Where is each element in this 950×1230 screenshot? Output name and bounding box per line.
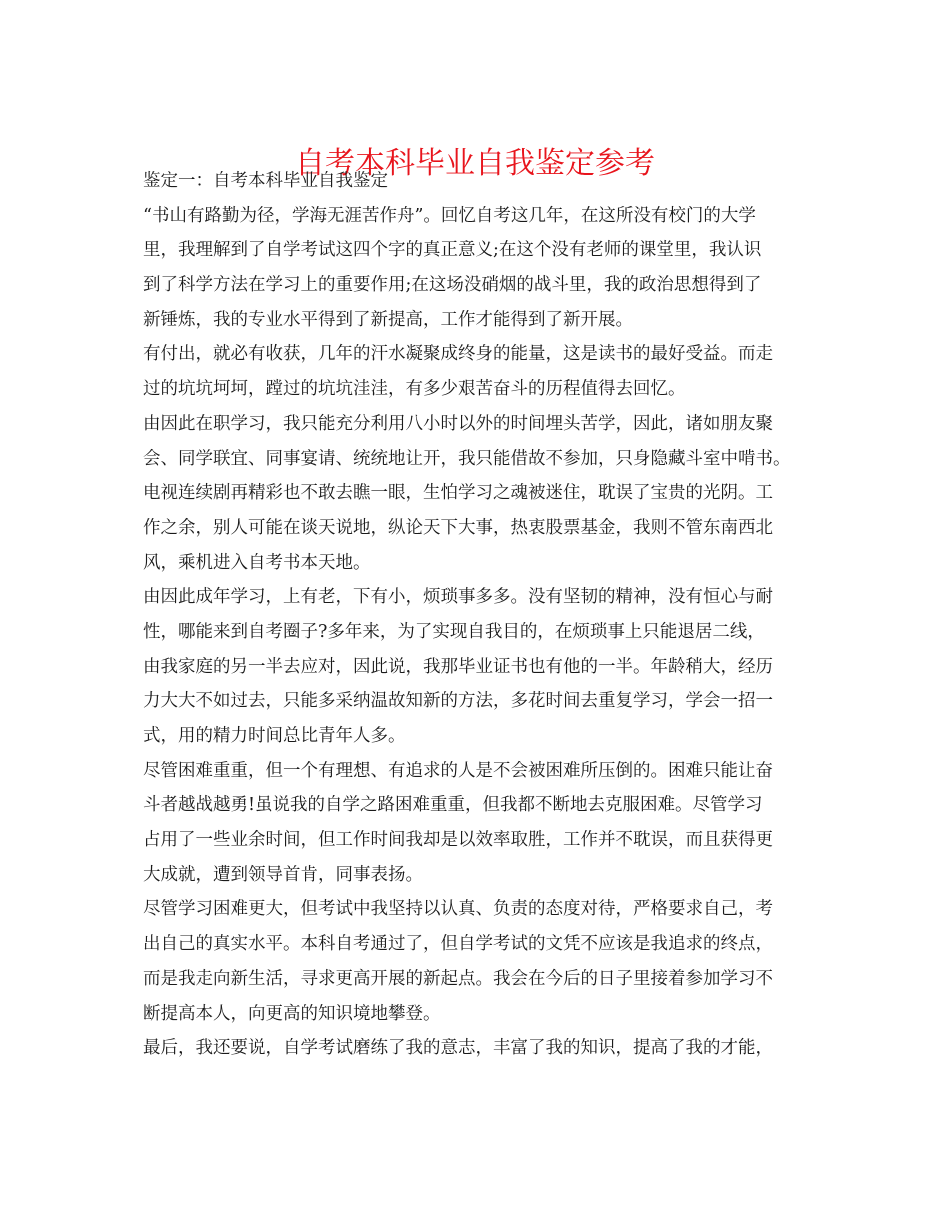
body-line: 尽管学习困难更大，但考试中我坚持以认真、负责的态度对待，严格要求自己，考 bbox=[143, 899, 773, 920]
body-line: 出自己的真实水平。本科自考通过了，但自学考试的文凭不应该是我追求的终点， bbox=[143, 934, 773, 955]
body-line: 大成就，遭到领导首肯，同事表扬。 bbox=[143, 864, 423, 885]
body-line: 会、同学联宜、同事宴请、统统地让开，我只能借故不参加，只身隐藏斗室中啃书。 bbox=[143, 448, 791, 469]
body-line: 鉴定一：自考本科毕业自我鉴定 bbox=[143, 171, 388, 191]
body-line: 断提高本人，向更高的知识境地攀登。 bbox=[143, 1003, 441, 1024]
body-line: 斗者越战越勇!虽说我的自学之路困难重重，但我都不断地去克服困难。尽管学习 bbox=[143, 795, 763, 816]
body-line: 力大大不如过去，只能多采纳温故知新的方法，多花时间去重复学习，学会一招一 bbox=[143, 691, 773, 712]
body-line: 过的坑坑坷坷，蹚过的坑坑洼洼，有多少艰苦奋斗的历程值得去回忆。 bbox=[143, 379, 686, 400]
body-line: 里，我理解到了自学考试这四个字的真正意义;在这个没有老师的课堂里，我认识 bbox=[143, 240, 762, 261]
body-line: 占用了一些业余时间，但工作时间我却是以效率取胜，工作并不耽误，而且获得更 bbox=[143, 830, 773, 851]
body-line: 作之余，别人可能在谈天说地，纵论天下大事，热衷股票基金，我则不管东南西北 bbox=[143, 517, 773, 538]
body-line: 性，哪能来到自考圈子?多年来，为了实现自我目的，在烦琐事上只能退居二线， bbox=[143, 621, 765, 642]
document-body bbox=[143, 164, 823, 1066]
body-line: 而是我走向新生活，寻求更高开展的新起点。我会在今后的日子里接着参加学习不 bbox=[143, 968, 773, 989]
body-line: 新锤炼，我的专业水平得到了新提高，工作才能得到了新开展。 bbox=[143, 309, 633, 330]
body-line: 电视连续剧再精彩也不敢去瞧一眼，生怕学习之魂被迷住，耽误了宝贵的光阴。工 bbox=[143, 483, 773, 504]
body-line: 由因此在职学习，我只能充分利用八小时以外的时间埋头苦学，因此，诸如朋友聚 bbox=[143, 413, 773, 434]
body-line: 风，乘机进入自考书本天地。 bbox=[143, 552, 371, 573]
body-line: 尽管困难重重，但一个有理想、有追求的人是不会被困难所压倒的。困难只能让奋 bbox=[143, 760, 773, 781]
document-title: 自考本科毕业自我鉴定参考 bbox=[295, 146, 655, 182]
body-line: 由我家庭的另一半去应对，因此说，我那毕业证书也有他的一半。年龄稍大，经历 bbox=[143, 656, 773, 677]
body-line: 最后，我还要说，自学考试磨练了我的意志，丰富了我的知识，提高了我的才能， bbox=[143, 1038, 773, 1059]
body-line: 到了科学方法在学习上的重要作用;在这场没硝烟的战斗里，我的政治思想得到了 bbox=[143, 275, 762, 296]
body-line: “书山有路勤为径，学海无涯苦作舟”。回忆自考这几年，在这所没有校门的大学 bbox=[143, 205, 756, 226]
body-line: 有付出，就必有收获，几年的汗水凝聚成终身的能量，这是读书的最好受益。而走 bbox=[143, 344, 773, 365]
body-line: 式，用的精力时间总比青年人多。 bbox=[143, 726, 406, 746]
body-line: 由因此成年学习，上有老，下有小，烦琐事多多。没有坚韧的精神，没有恒心与耐 bbox=[143, 587, 773, 608]
